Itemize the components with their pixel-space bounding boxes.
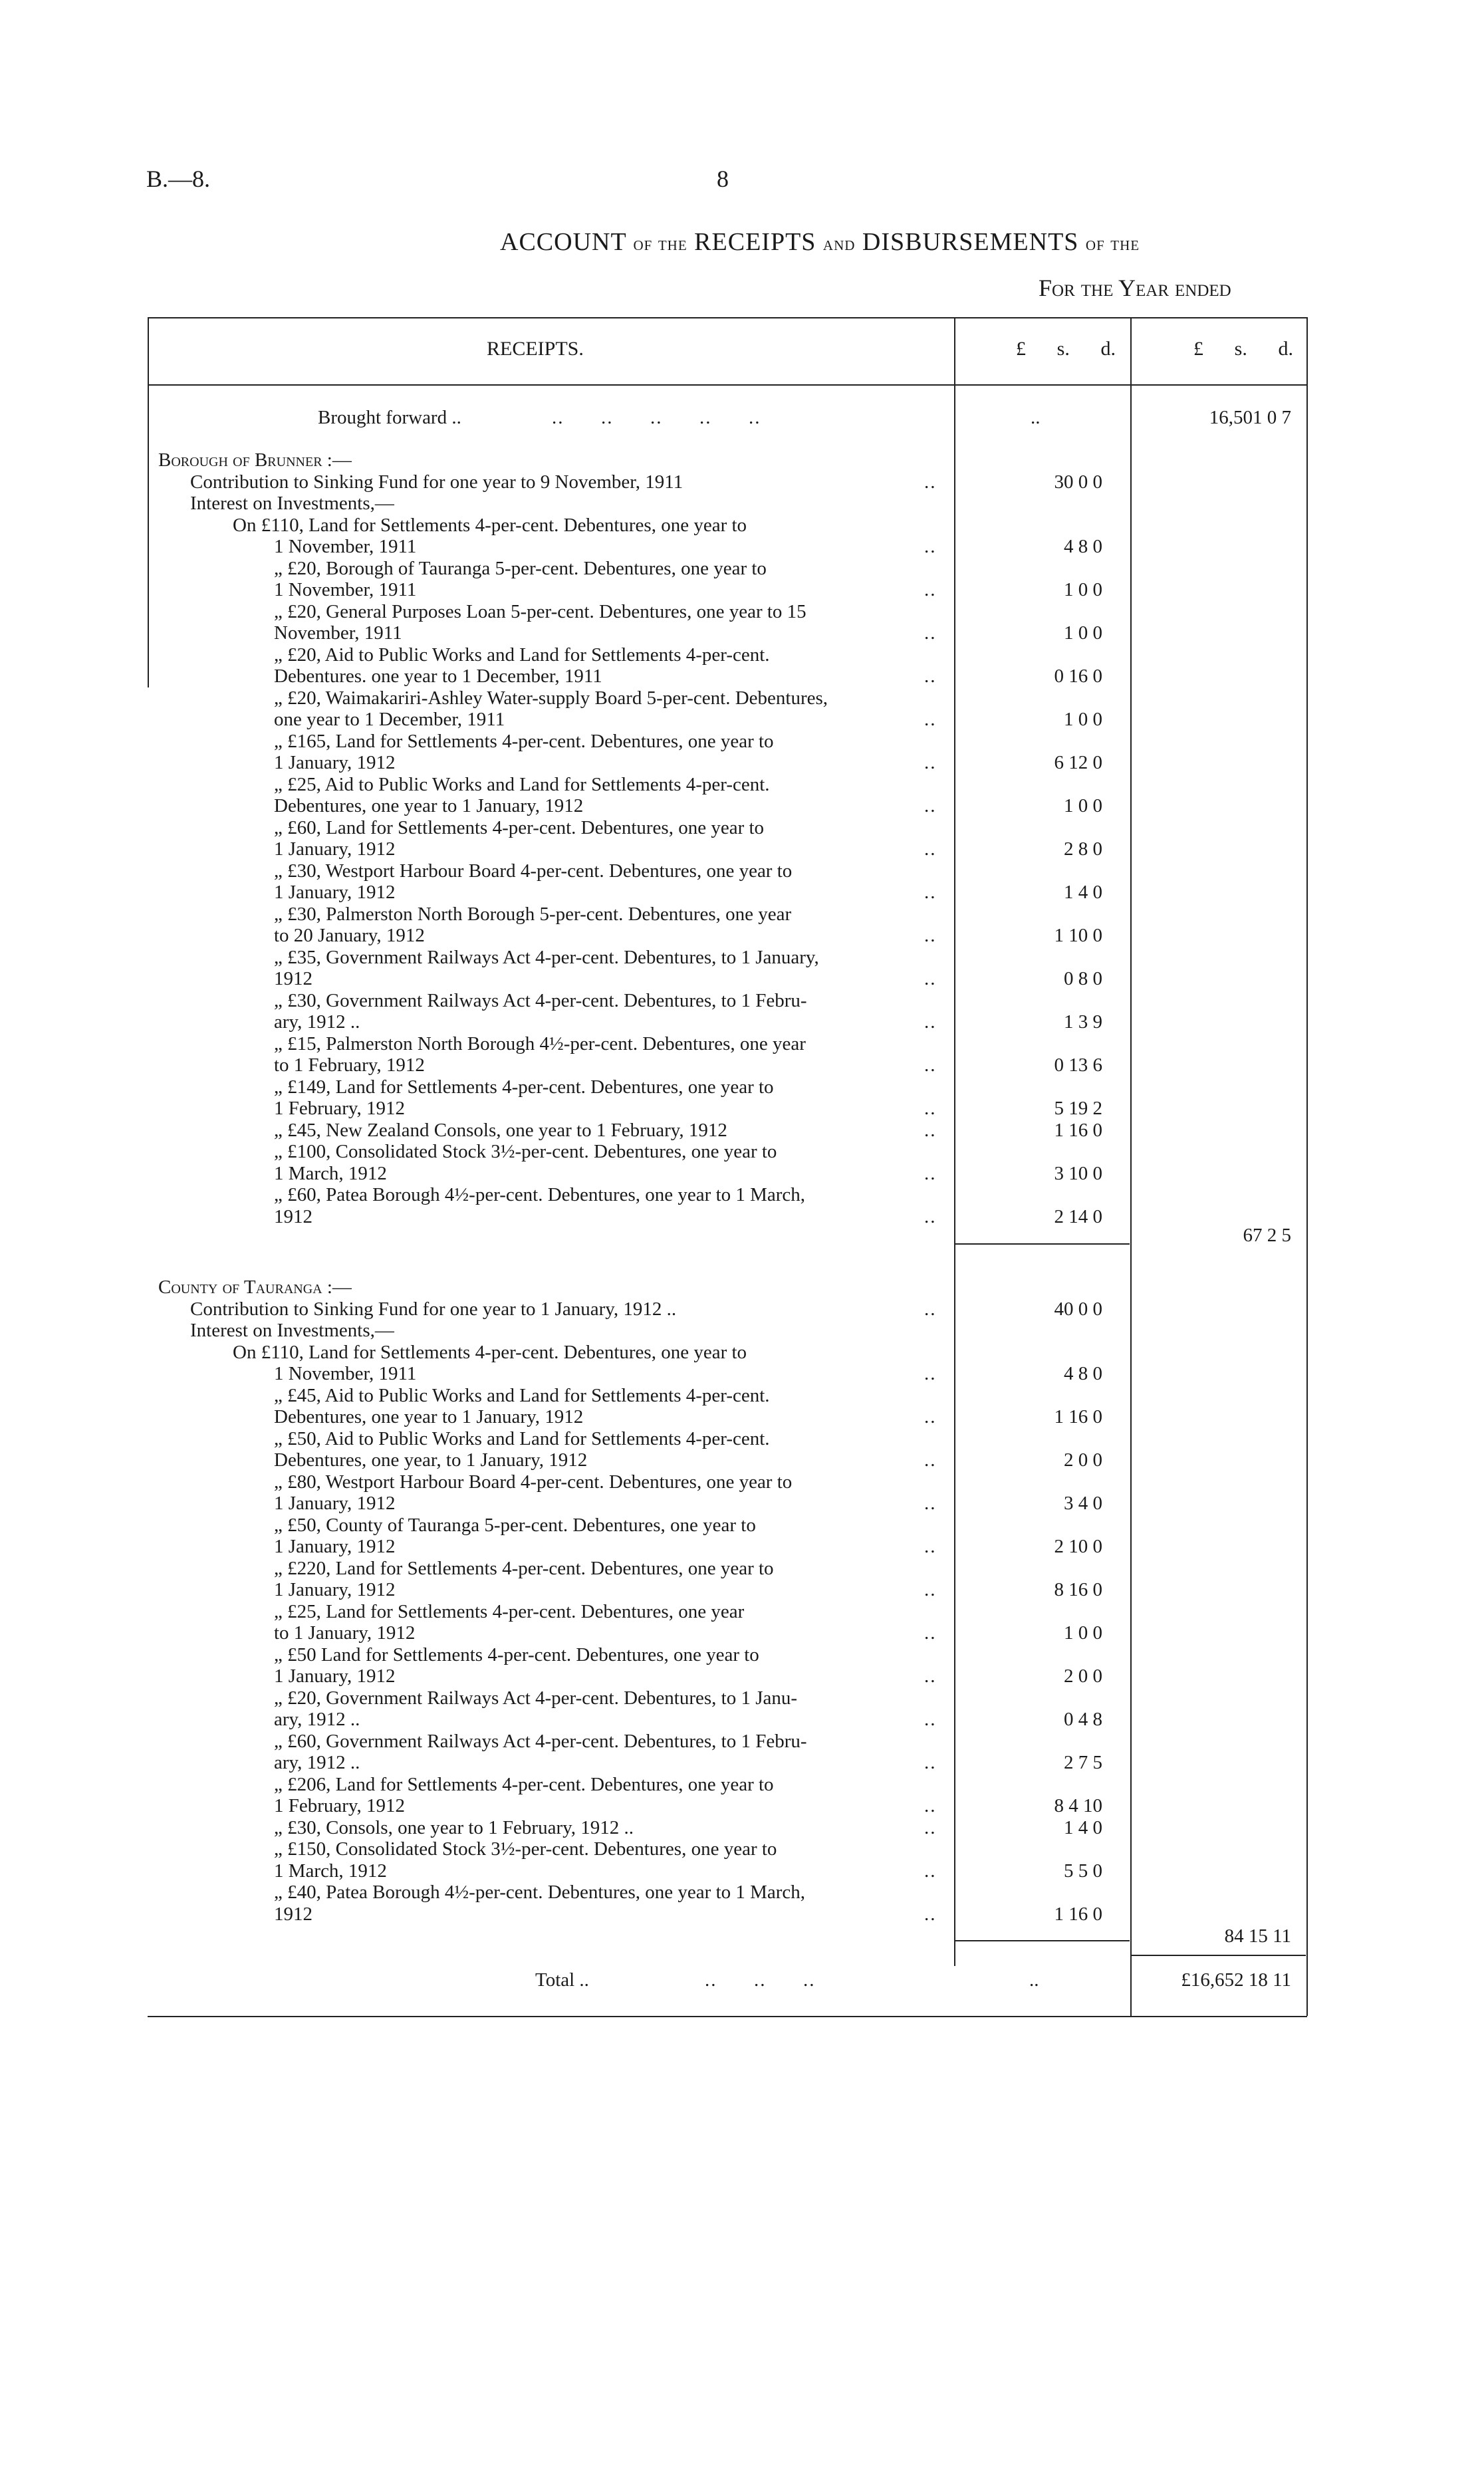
line-item-amount: 2 0 0	[1064, 1449, 1102, 1471]
leader-dots: ..	[924, 968, 937, 989]
line-item-amount: 4 8 0	[1064, 1363, 1102, 1384]
line-item-amount: 2 10 0	[1054, 1536, 1102, 1557]
line-item-description: „ £206, Land for Settlements 4-per-cent. Debentures, one year to	[274, 1773, 774, 1795]
pound-symbol: £	[1016, 338, 1026, 360]
line-item-amount: 4 8 0	[1064, 536, 1102, 557]
table-left-edge	[148, 317, 149, 687]
line-item-continuation: Debentures, one year, to 1 January, 1912	[274, 1449, 588, 1471]
line-item-continuation: ary, 1912 ..	[274, 1709, 360, 1730]
line-item-description: „ £150, Consolidated Stock 3½-per-cent. Debentures, one year to	[274, 1838, 777, 1860]
leader-dots: ..	[924, 666, 937, 687]
line-item-description: „ £15, Palmerston North Borough 4½-per-cent. Debentures, one year	[274, 1033, 806, 1054]
leader-dots: ..	[924, 1406, 937, 1427]
leader-dots: ..	[924, 1795, 937, 1816]
borough-subtotal: 67 2 5	[1243, 1225, 1291, 1246]
leader-dots: ..	[924, 1493, 937, 1514]
county-heading: County of Tauranga :—	[158, 1277, 352, 1298]
county-contribution: Contribution to Sinking Fund for one year to 1 January, 1912 ..	[190, 1298, 677, 1320]
line-item-description: „ £50 Land for Settlements 4-per-cent. Debentures, one year to	[274, 1644, 759, 1665]
leader-dots: ..	[924, 536, 937, 557]
brought-forward-label: Brought forward ..	[318, 407, 461, 428]
leader-dots: ..	[924, 1119, 937, 1141]
line-item-amount: 5 5 0	[1064, 1860, 1102, 1882]
line-item-description: „ £50, Aid to Public Works and Land for Settlements 4-per-cent.	[274, 1427, 770, 1449]
leader-dots: .. .. ..	[705, 1969, 816, 1991]
line-item-continuation: 1 March, 1912	[274, 1162, 387, 1184]
line-item-amount: 3 4 0	[1064, 1493, 1102, 1514]
line-item-amount: 3 10 0	[1054, 1162, 1102, 1184]
line-item-description: On £110, Land for Settlements 4-per-cent. Debentures, one year to	[233, 1341, 747, 1363]
leader-dots: ..	[924, 1816, 937, 1838]
line-item-continuation: 1912	[274, 968, 312, 989]
line-item-continuation: Debentures, one year to 1 January, 1912	[274, 795, 584, 816]
line-item-amount: 5 19 2	[1054, 1098, 1102, 1119]
line-item-continuation: 1912	[274, 1903, 312, 1925]
leader-dots: ..	[924, 709, 937, 730]
line-item-amount: 0 16 0	[1054, 666, 1102, 687]
leader-dots: .. .. .. .. ..	[552, 407, 761, 428]
line-item-amount: 1 16 0	[1054, 1903, 1102, 1925]
line-item-description: „ £165, Land for Settlements 4-per-cent. Debentures, one year to	[274, 730, 774, 752]
receipts-header: RECEIPTS.	[487, 338, 584, 360]
line-item-continuation: November, 1911	[274, 622, 402, 644]
line-item-description: „ £30, Consols, one year to 1 February, 1912 ..	[274, 1816, 634, 1838]
page-title	[500, 227, 1140, 257]
leader-dots: ..	[924, 1449, 937, 1471]
borough-contribution-amount: 30 0 0	[1054, 471, 1102, 493]
line-item-amount: 1 16 0	[1054, 1119, 1102, 1141]
line-item-amount: 0 4 8	[1064, 1709, 1102, 1730]
shillings-symbol: s.	[1234, 338, 1247, 360]
line-item-description: „ £50, County of Tauranga 5-per-cent. Debentures, one year to	[274, 1514, 756, 1536]
pence-symbol: d.	[1100, 338, 1116, 360]
line-item-description: „ £80, Westport Harbour Board 4-per-cent. Debentures, one year to	[274, 1471, 793, 1493]
header-rule	[148, 384, 1307, 386]
leader-dots: ..	[924, 1162, 937, 1184]
line-item-description: „ £60, Patea Borough 4½-per-cent. Debentures, one year to 1 March,	[274, 1184, 806, 1205]
line-item-amount: 1 0 0	[1064, 795, 1102, 816]
pound-symbol: £	[1193, 338, 1203, 360]
line-item-description: „ £25, Land for Settlements 4-per-cent. Debentures, one year	[274, 1600, 745, 1622]
county-interest-heading: Interest on Investments,—	[190, 1320, 394, 1341]
line-item-description: „ £45, Aid to Public Works and Land for Settlements 4-per-cent.	[274, 1384, 770, 1406]
borough-contribution: Contribution to Sinking Fund for one year to 9 November, 1911	[190, 471, 683, 493]
line-item-continuation: Debentures, one year to 1 January, 1912	[274, 1406, 584, 1427]
leader-dots: ..	[924, 1536, 937, 1557]
leader-dots: ..	[924, 752, 937, 773]
leader-dots: ..	[924, 1098, 937, 1119]
line-item-amount: 1 0 0	[1064, 579, 1102, 600]
county-subtotal: 84 15 11	[1224, 1925, 1291, 1947]
line-item-description: „ £35, Government Railways Act 4-per-cent. Debentures, to 1 January,	[274, 946, 819, 968]
line-item-continuation: 1 November, 1911	[274, 579, 417, 600]
total-rule	[1132, 1955, 1306, 1956]
leader-dots: ..	[924, 795, 937, 816]
line-item-description: „ £40, Patea Borough 4½-per-cent. Debentures, one year to 1 March,	[274, 1882, 806, 1903]
line-item-description: „ £149, Land for Settlements 4-per-cent. Debentures, one year to	[274, 1076, 774, 1098]
line-item-amount: 1 3 9	[1064, 1011, 1102, 1033]
line-item-amount: 2 14 0	[1054, 1205, 1102, 1227]
leader-dots: ..	[924, 622, 937, 644]
page-number: 8	[717, 166, 729, 192]
line-item-continuation: ary, 1912 ..	[274, 1011, 360, 1033]
leader-dots: ..	[924, 1622, 937, 1644]
document-reference: B.—8.	[146, 166, 211, 192]
line-item-continuation: 1 November, 1911	[274, 536, 417, 557]
title-word: ACCOUNT	[500, 228, 626, 256]
leader-dots: ..	[924, 1579, 937, 1600]
line-item-description: „ £20, Aid to Public Works and Land for Settlements 4-per-cent.	[274, 644, 770, 666]
line-item-amount: 8 4 10	[1054, 1795, 1102, 1816]
leader-dots: ..	[924, 1752, 937, 1773]
leader-dots: ..	[924, 1860, 937, 1882]
line-item-amount: 2 7 5	[1064, 1752, 1102, 1773]
line-item-continuation: 1 January, 1912	[274, 1493, 396, 1514]
subtotal-rule	[955, 1243, 1130, 1245]
page-subtitle: For the Year ended	[1039, 275, 1231, 301]
leader-dots: ..	[924, 1054, 937, 1076]
line-item-amount: 2 0 0	[1064, 1665, 1102, 1687]
line-item-amount: 1 0 0	[1064, 1622, 1102, 1644]
line-item-amount: 1 0 0	[1064, 622, 1102, 644]
line-item-continuation: 1 January, 1912	[274, 752, 396, 773]
line-item-continuation: 1 February, 1912	[274, 1098, 406, 1119]
leader-dots: ..	[924, 1205, 937, 1227]
line-item-description: „ £20, General Purposes Loan 5-per-cent. Debentures, one year to 15	[274, 600, 806, 622]
leader-dots: ..	[924, 882, 937, 903]
title-word: RECEIPTS	[694, 228, 816, 256]
line-item-description: „ £30, Palmerston North Borough 5-per-cent. Debentures, one year	[274, 903, 792, 925]
currency-header	[1016, 338, 1116, 360]
line-item-continuation: to 1 February, 1912	[274, 1054, 425, 1076]
leader-dots: ..	[924, 1709, 937, 1730]
line-item-continuation: 1 January, 1912	[274, 838, 396, 860]
title-word: DISBURSEMENTS	[862, 228, 1079, 256]
line-item-amount: 1 16 0	[1054, 1406, 1102, 1427]
line-item-description: „ £60, Land for Settlements 4-per-cent. Debentures, one year to	[274, 816, 765, 838]
brought-forward-dots: ..	[1031, 407, 1041, 428]
pence-symbol: d.	[1278, 338, 1293, 360]
line-item-continuation: to 20 January, 1912	[274, 925, 425, 946]
grand-total: £16,652 18 11	[1181, 1969, 1291, 1991]
line-item-description: On £110, Land for Settlements 4-per-cent. Debentures, one year to	[233, 514, 747, 536]
line-item-description: „ £60, Government Railways Act 4-per-cent. Debentures, to 1 Febru-	[274, 1730, 807, 1752]
line-item-continuation: ary, 1912 ..	[274, 1752, 360, 1773]
total-dots: ..	[1029, 1969, 1039, 1991]
leader-dots: ..	[924, 925, 937, 946]
leader-dots: ..	[924, 1665, 937, 1687]
line-item-amount: 8 16 0	[1054, 1579, 1102, 1600]
borough-interest-heading: Interest on Investments,—	[190, 493, 394, 514]
line-item-description: „ £20, Waimakariri-Ashley Water-supply Board 5-per-cent. Debentures,	[274, 687, 828, 709]
line-item-description: „ £20, Borough of Tauranga 5-per-cent. Debentures, one year to	[274, 557, 767, 579]
table-bottom-rule	[148, 2016, 1307, 2017]
line-item-description: „ £30, Westport Harbour Board 4-per-cent. Debentures, one year to	[274, 860, 793, 882]
line-item-description: „ £45, New Zealand Consols, one year to 1 February, 1912	[274, 1119, 727, 1141]
leader-dots: ..	[924, 838, 937, 860]
line-item-continuation: 1912	[274, 1205, 312, 1227]
leader-dots: ..	[924, 1363, 937, 1384]
line-item-continuation: 1 January, 1912	[274, 1536, 396, 1557]
line-item-amount: 0 13 6	[1054, 1054, 1102, 1076]
line-item-description: „ £220, Land for Settlements 4-per-cent. Debentures, one year to	[274, 1557, 774, 1579]
leader-dots: ..	[924, 1011, 937, 1033]
title-word: of the	[633, 233, 687, 255]
line-item-amount: 1 0 0	[1064, 709, 1102, 730]
line-item-description: „ £100, Consolidated Stock 3½-per-cent. Debentures, one year to	[274, 1141, 777, 1162]
line-item-description: „ £30, Government Railways Act 4-per-cent. Debentures, to 1 Febru-	[274, 989, 807, 1011]
line-item-description: „ £20, Government Railways Act 4-per-cent. Debentures, to 1 Janu-	[274, 1687, 798, 1709]
county-contribution-amount: 40 0 0	[1054, 1298, 1102, 1320]
line-item-amount: 0 8 0	[1064, 968, 1102, 989]
column-divider	[954, 317, 955, 1966]
line-item-continuation: one year to 1 December, 1911	[274, 709, 505, 730]
line-item-description: „ £25, Aid to Public Works and Land for Settlements 4-per-cent.	[274, 773, 770, 795]
line-item-continuation: 1 March, 1912	[274, 1860, 387, 1882]
table-right-edge	[1306, 317, 1308, 2016]
borough-heading: Borough of Brunner :—	[158, 449, 352, 471]
line-item-continuation: 1 January, 1912	[274, 1579, 396, 1600]
shillings-symbol: s.	[1056, 338, 1070, 360]
leader-dots: ..	[924, 579, 937, 600]
line-item-amount: 1 4 0	[1064, 882, 1102, 903]
line-item-amount: 6 12 0	[1054, 752, 1102, 773]
total-label: Total ..	[535, 1969, 589, 1991]
line-item-continuation: Debentures. one year to 1 December, 1911	[274, 666, 602, 687]
brought-forward-total: 16,501 0 7	[1209, 407, 1291, 428]
currency-header	[1193, 338, 1293, 360]
line-item-amount: 1 4 0	[1064, 1816, 1102, 1838]
column-divider	[1130, 317, 1132, 2016]
line-item-continuation: 1 January, 1912	[274, 1665, 396, 1687]
leader-dots: ..	[924, 1298, 937, 1320]
subtotal-rule	[955, 1940, 1130, 1941]
table-top-rule	[148, 317, 1307, 318]
line-item-continuation: 1 November, 1911	[274, 1363, 417, 1384]
title-word: and	[822, 233, 856, 255]
line-item-continuation: 1 January, 1912	[274, 882, 396, 903]
leader-dots: ..	[924, 471, 937, 493]
line-item-continuation: to 1 January, 1912	[274, 1622, 416, 1644]
leader-dots: ..	[924, 1903, 937, 1925]
title-word: of the	[1085, 233, 1140, 255]
line-item-continuation: 1 February, 1912	[274, 1795, 406, 1816]
line-item-amount: 1 10 0	[1054, 925, 1102, 946]
line-item-amount: 2 8 0	[1064, 838, 1102, 860]
